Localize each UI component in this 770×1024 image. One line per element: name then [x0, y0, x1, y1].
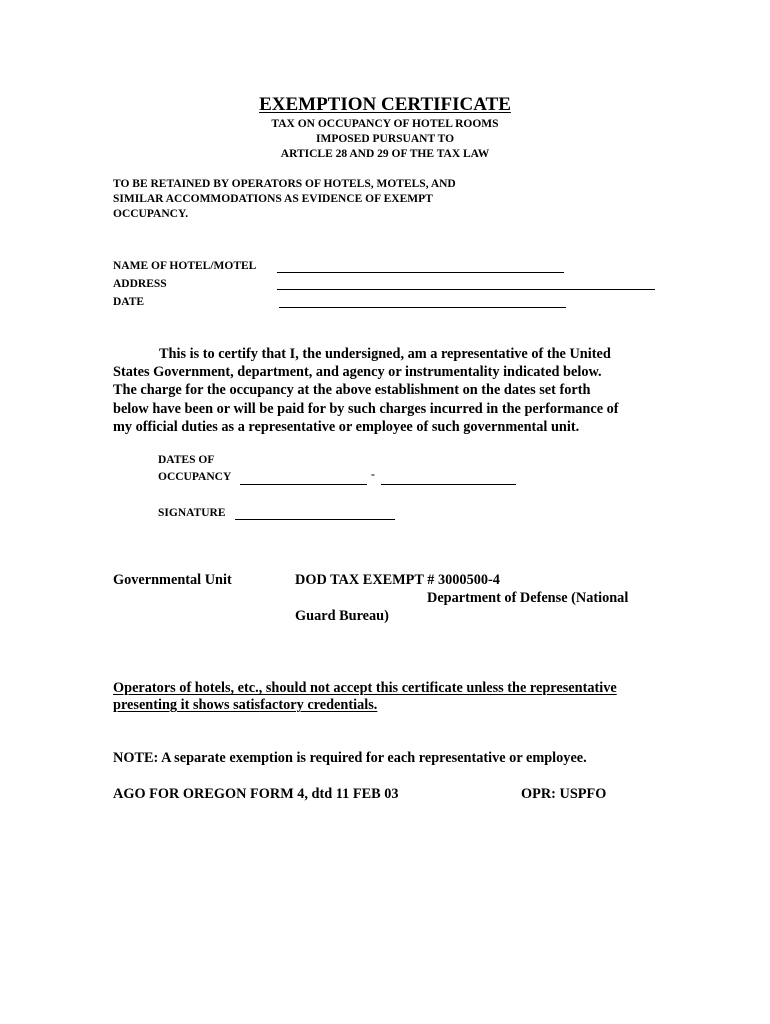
form-identifier: AGO FOR OREGON FORM 4, dtd 11 FEB 03: [113, 786, 399, 802]
occupancy-end-field[interactable]: [381, 484, 516, 485]
certification-line-3: The charge for the occupancy at the above establishment on the dates set forth: [113, 382, 591, 399]
occupancy-separator: -: [371, 469, 375, 481]
subtitle-line-3: ARTICLE 28 AND 29 OF THE TAX LAW: [280, 148, 490, 160]
certification-line-5: my official duties as a representative or employee of such governmental unit.: [113, 418, 580, 435]
operator-warning-line-1: Operators of hotels, etc., should not accept this certificate unless the representative: [113, 680, 617, 696]
retention-notice-line-2: SIMILAR ACCOMMODATIONS AS EVIDENCE OF EXEMPT: [113, 193, 433, 205]
governmental-unit-label: Governmental Unit: [113, 572, 232, 588]
signature-label: SIGNATURE: [158, 507, 226, 519]
certification-line-1: This is to certify that I, the undersigned, am a representative of the United: [159, 346, 611, 362]
occupancy-start-field[interactable]: [240, 484, 367, 485]
signature-field[interactable]: [235, 519, 395, 520]
subtitle-line-2: IMPOSED PURSUANT TO: [315, 133, 455, 145]
department-line-1: Department of Defense (National: [427, 590, 629, 606]
retention-notice-line-3: OCCUPANCY.: [113, 208, 189, 220]
certification-paragraph: [113, 345, 658, 436]
exempt-number: DOD TAX EXEMPT # 3000500-4: [295, 572, 500, 588]
retention-notice-line-1: TO BE RETAINED BY OPERATORS OF HOTELS, MOTELS, AND: [113, 178, 456, 190]
opr-label: OPR: USPFO: [521, 786, 607, 802]
address-field[interactable]: [277, 289, 655, 290]
page-title: EXEMPTION CERTIFICATE: [259, 94, 511, 115]
occupancy-label-line-1: DATES OF: [158, 454, 215, 466]
note-text: NOTE: A separate exemption is required for each representative or employee.: [113, 750, 587, 766]
department-line-2: Guard Bureau): [295, 608, 389, 624]
certification-line-2: States Government, department, and agency or instrumentality indicated below.: [113, 364, 602, 381]
hotel-name-field[interactable]: [277, 272, 564, 273]
address-label: ADDRESS: [113, 278, 167, 290]
hotel-name-label: NAME OF HOTEL/MOTEL: [113, 260, 257, 272]
operator-warning-line-2: presenting it shows satisfactory credentials.: [113, 697, 378, 713]
subtitle-line-1: TAX ON OCCUPANCY OF HOTEL ROOMS: [271, 118, 499, 130]
date-field[interactable]: [279, 307, 566, 308]
certification-line-4: below have been or will be paid for by such charges incurred in the performance of: [113, 400, 619, 417]
date-label: DATE: [113, 296, 145, 308]
occupancy-label-line-2: OCCUPANCY: [158, 471, 232, 483]
